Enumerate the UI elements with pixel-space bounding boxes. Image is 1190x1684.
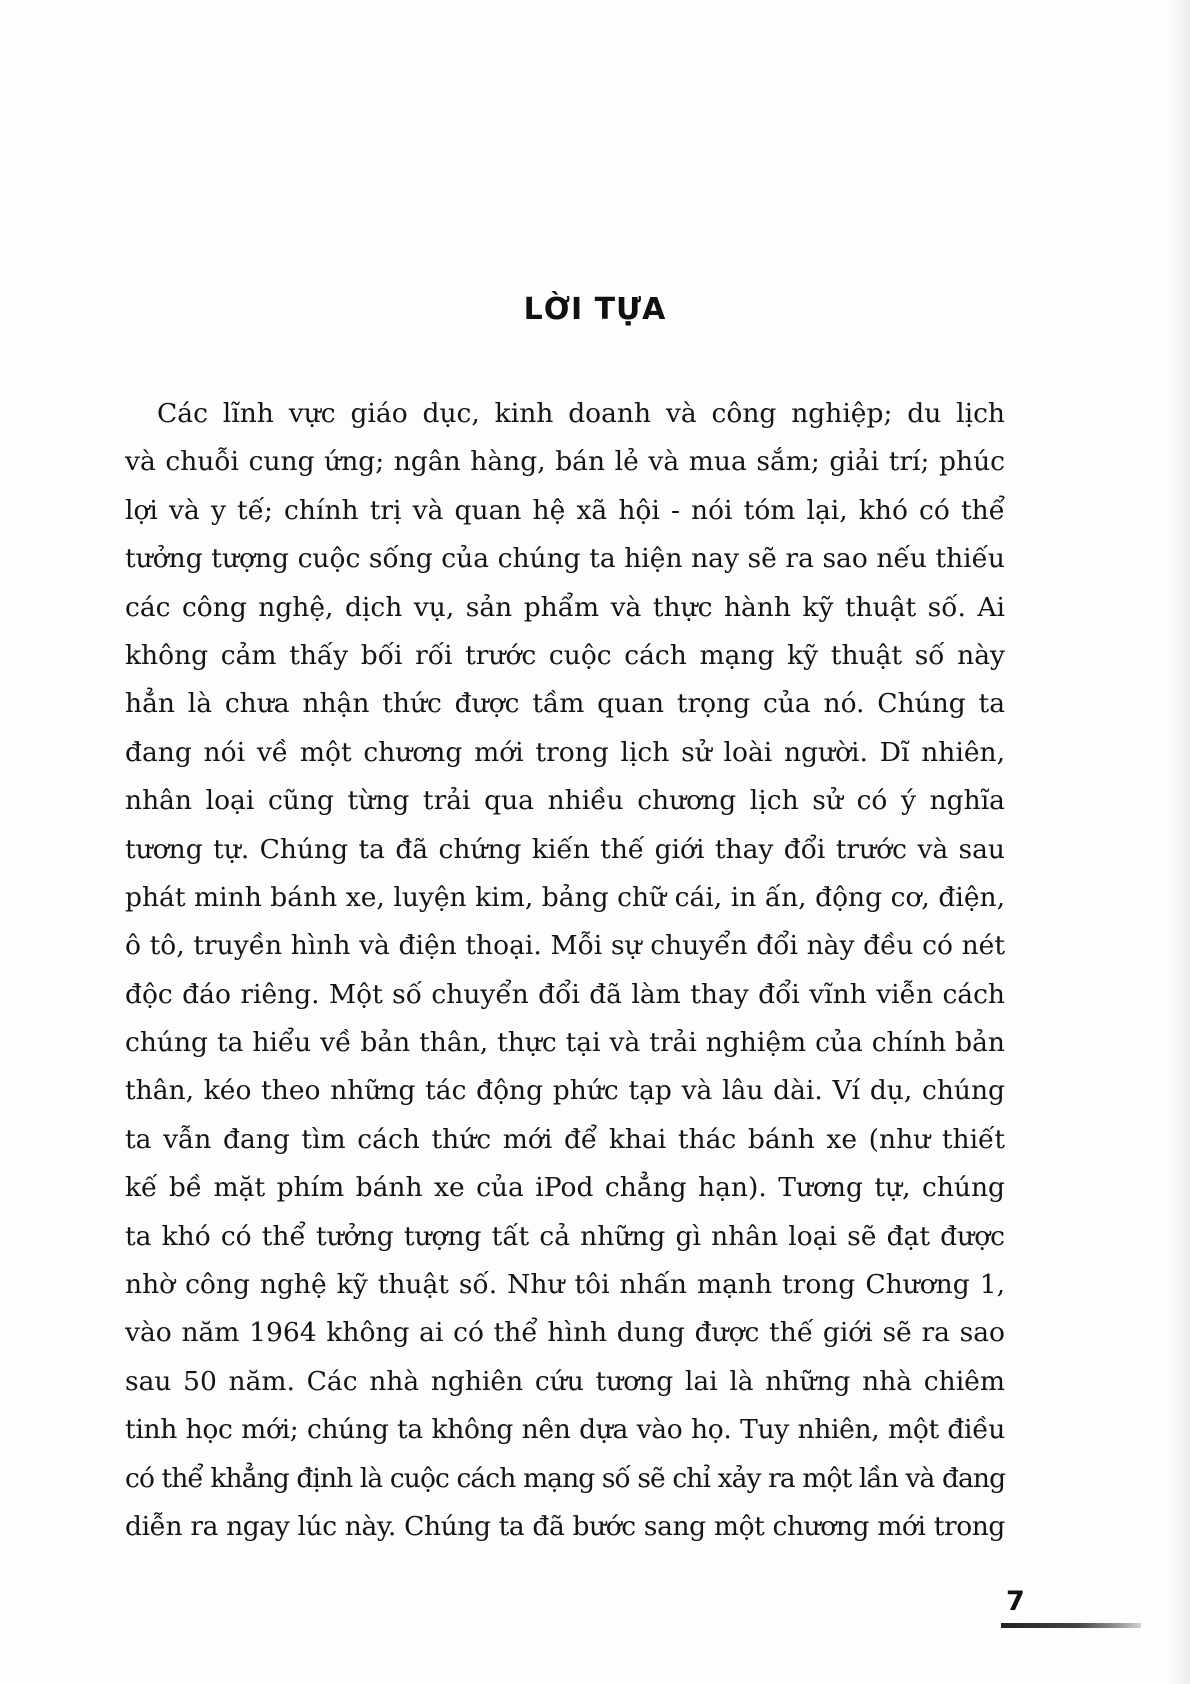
text-line: hẳn là chưa nhận thức được tầm quan trọng của nó. Chúng ta xyxy=(125,688,1005,720)
text-line: tưởng tượng cuộc sống của chúng ta hiện nay sẽ ra sao nếu thiếu xyxy=(125,543,1005,575)
text-line: ta vẫn đang tìm cách thức mới để khai thác bánh xe (như thiết xyxy=(125,1123,1005,1155)
text-line: ô tô, truyền hình và điện thoại. Mỗi sự chuyển đổi này đều có nét xyxy=(125,930,1005,962)
text-line: tinh học mới; chúng ta không nên dựa vào họ. Tuy nhiên, một điều xyxy=(125,1414,1005,1446)
preface-paragraph xyxy=(125,390,1005,1551)
text-line: ta khó có thể tưởng tượng tất cả những gì nhân loại sẽ đạt được xyxy=(125,1220,1005,1252)
text-line: vào năm 1964 không ai có thể hình dung được thế giới sẽ ra sao xyxy=(125,1317,1005,1349)
text-line: nhân loại cũng từng trải qua nhiều chương lịch sử có ý nghĩa xyxy=(125,785,1005,817)
text-line: thân, kéo theo những tác động phức tạp và lâu dài. Ví dụ, chúng xyxy=(125,1075,1005,1107)
text-line: và chuỗi cung ứng; ngân hàng, bán lẻ và mua sắm; giải trí; phúc xyxy=(125,446,1005,478)
text-line: không cảm thấy bối rối trước cuộc cách mạng kỹ thuật số này xyxy=(125,639,1005,671)
page-number: 7 xyxy=(1006,1586,1025,1617)
text-line: lợi và y tế; chính trị và quan hệ xã hội - nói tóm lại, khó có thể xyxy=(125,494,1005,526)
text-line: tương tự. Chúng ta đã chứng kiến thế giới thay đổi trước và sau xyxy=(125,833,1005,865)
text-line: chúng ta hiểu về bản thân, thực tại và trải nghiệm của chính bản xyxy=(125,1027,1005,1059)
text-line: các công nghệ, dịch vụ, sản phẩm và thực hành kỹ thuật số. Ai xyxy=(125,591,1005,623)
page-edge-shadow xyxy=(1168,0,1190,1684)
text-line: nhờ công nghệ kỹ thuật số. Như tôi nhấn mạnh trong Chương 1, xyxy=(125,1269,1005,1301)
page-title: LỜI TỰA xyxy=(523,292,667,327)
text-line: sau 50 năm. Các nhà nghiên cứu tương lai là những nhà chiêm xyxy=(125,1365,1005,1397)
text-line: Các lĩnh vực giáo dục, kinh doanh và công nghiệp; du lịch xyxy=(157,398,1005,429)
text-line: đang nói về một chương mới trong lịch sử loài người. Dĩ nhiên, xyxy=(125,736,1005,768)
text-line: phát minh bánh xe, luyện kim, bảng chữ cái, in ấn, động cơ, điện, xyxy=(125,881,1005,913)
text-line: diễn ra ngay lúc này. Chúng ta đã bước sang một chương mới trong xyxy=(125,1510,1005,1542)
text-line: kế bề mặt phím bánh xe của iPod chẳng hạn). Tương tự, chúng xyxy=(125,1172,1005,1204)
text-line: độc đáo riêng. Một số chuyển đổi đã làm thay đổi vĩnh viễn cách xyxy=(125,978,1005,1010)
footer-rule xyxy=(1001,1623,1141,1628)
text-line: có thể khẳng định là cuộc cách mạng số sẽ chỉ xảy ra một lần và đang xyxy=(125,1462,1006,1494)
